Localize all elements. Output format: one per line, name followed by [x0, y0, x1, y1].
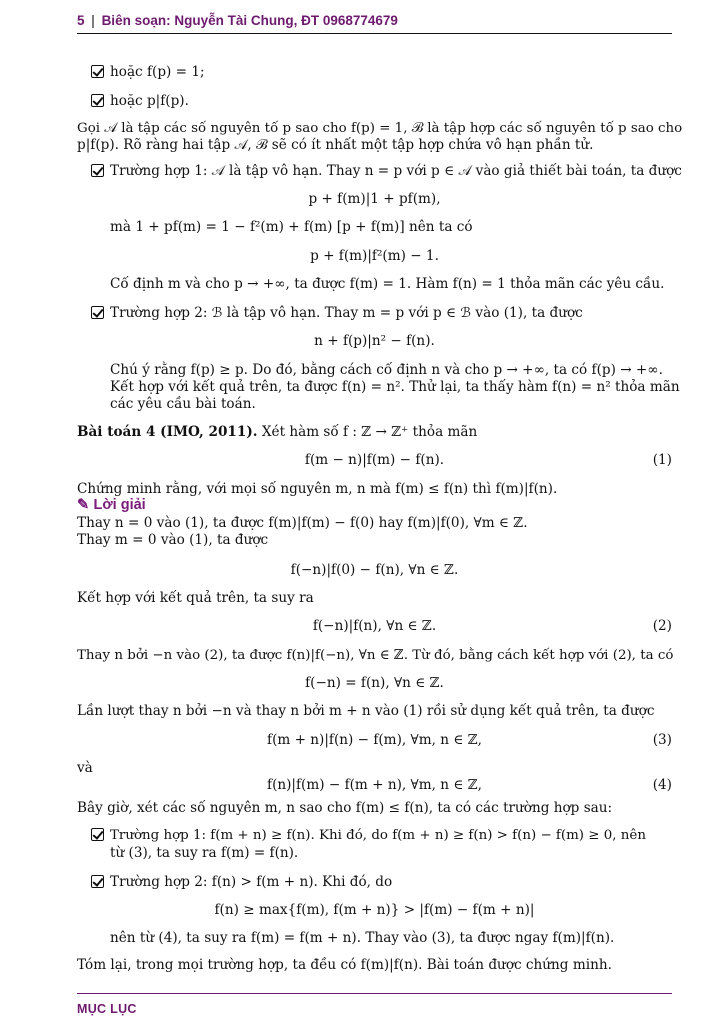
edit-icon: ✎	[77, 497, 90, 513]
problem-statement	[77, 424, 477, 441]
solution-label: Lời giải	[93, 497, 146, 513]
list-item	[91, 827, 646, 844]
list-item-text: Trường hợp 1: f(m + n) ≥ f(n). Khi đó, do f(m + n) ≥ f(n) > f(n) − f(m) ≥ 0, nên	[110, 828, 646, 843]
paragraph-line: Chú ý rằng f(p) ≥ p. Do đó, bằng cách cố định n và cho p → +∞, ta có f(p) → +∞.	[110, 362, 663, 378]
paragraph-line: Thay m = 0 vào (1), ta được	[77, 532, 269, 548]
equation: n + f(p)|n² − f(n).	[314, 333, 435, 349]
paragraph-line: Kết hợp với kết quả trên, ta được f(n) = n². Thử lại, ta thấy hàm f(n) = n² thỏa mãn	[110, 379, 680, 395]
equation-number: (4)	[652, 777, 672, 793]
paragraph-line: Kết hợp với kết quả trên, ta suy ra	[77, 590, 314, 606]
list-item	[91, 305, 583, 322]
paragraph-line: Tóm lại, trong mọi trường hợp, ta đều có f(m)|f(n). Bài toán được chứng minh.	[77, 957, 612, 973]
list-item	[91, 93, 189, 110]
checkbox-icon	[91, 164, 104, 177]
problem-title: Bài toán 4 (IMO, 2011).	[77, 424, 258, 440]
paragraph-line: từ (3), ta suy ra f(m) = f(n).	[110, 845, 299, 861]
footer-toc-link[interactable]: MỤC LỤC	[77, 1002, 137, 1016]
paragraph-line: Thay n bởi −n vào (2), ta được f(n)|f(−n), ∀n ∈ ℤ. Từ đó, bằng cách kết hợp với (2), ta có	[77, 648, 674, 663]
equation: f(n)|f(m) − f(m + n), ∀m, n ∈ ℤ,	[267, 777, 482, 793]
paragraph-line: Lần lượt thay n bởi −n và thay n bởi m + n vào (1) rồi sử dụng kết quả trên, ta được	[77, 703, 655, 719]
equation: f(−n) = f(n), ∀n ∈ ℤ.	[305, 675, 444, 691]
checkbox-icon	[91, 65, 104, 78]
header-author: Biên soạn: Nguyễn Tài Chung, ĐT 0968774679	[101, 13, 398, 28]
equation-number: (1)	[652, 452, 672, 468]
checkbox-icon	[91, 306, 104, 319]
checkbox-icon	[91, 828, 104, 841]
list-item-text: hoặc f(p) = 1;	[110, 64, 205, 80]
header-separator: |	[91, 13, 95, 28]
paragraph-line: Gọi 𝒜 là tập các số nguyên tố p sao cho f(p) = 1, ℬ là tập hợp các số nguyên tố p sao cho	[77, 121, 683, 136]
paragraph-line: p|f(p). Rõ ràng hai tập 𝒜, ℬ sẽ có ít nhất một tập hợp chứa vô hạn phần tử.	[77, 137, 594, 153]
checkbox-icon	[91, 94, 104, 107]
solution-heading	[77, 497, 146, 514]
equation: p + f(m)|1 + pf(m),	[308, 191, 441, 207]
equation: f(n) ≥ max{f(m), f(m + n)} > |f(m) − f(m + n)|	[214, 902, 535, 918]
page-number: 5	[77, 13, 85, 28]
equation-number: (3)	[652, 732, 672, 748]
paragraph-line: Bây giờ, xét các số nguyên m, n sao cho f(m) ≤ f(n), ta có các trường hợp sau:	[77, 800, 613, 816]
equation: f(−n)|f(0) − f(n), ∀n ∈ ℤ.	[290, 562, 459, 578]
paragraph-line: các yêu cầu bài toán.	[110, 396, 256, 412]
paragraph-line: và	[77, 760, 93, 776]
equation: f(−n)|f(n), ∀n ∈ ℤ.	[312, 618, 437, 634]
equation: f(m + n)|f(n) − f(m), ∀m, n ∈ ℤ,	[267, 732, 482, 748]
list-item-text: Trường hợp 2: f(n) > f(m + n). Khi đó, do	[110, 874, 393, 890]
paragraph-line: mà 1 + pf(m) = 1 − f²(m) + f(m) [p + f(m)] nên ta có	[110, 219, 473, 235]
page-header	[77, 11, 672, 34]
list-item	[91, 64, 205, 81]
paragraph-line: nên từ (4), ta suy ra f(m) = f(m + n). Thay vào (3), ta được ngay f(m)|f(n).	[110, 930, 615, 946]
equation: f(m − n)|f(m) − f(n).	[304, 452, 445, 468]
list-item-text: Trường hợp 1: 𝒜 là tập vô hạn. Thay n = p với p ∈ 𝒜 vào giả thiết bài toán, ta được	[110, 163, 682, 179]
equation-number: (2)	[652, 618, 672, 634]
checkbox-icon	[91, 875, 104, 888]
list-item	[91, 874, 392, 891]
paragraph-line: Cố định m và cho p → +∞, ta được f(m) = 1. Hàm f(n) = 1 thỏa mãn các yêu cầu.	[110, 276, 665, 292]
problem-text: Xét hàm số f : ℤ → ℤ⁺ thỏa mãn	[261, 424, 478, 440]
footer-divider	[77, 993, 672, 994]
list-item	[91, 163, 682, 180]
paragraph-line: Thay n = 0 vào (1), ta được f(m)|f(m) − f(0) hay f(m)|f(0), ∀m ∈ ℤ.	[77, 515, 528, 531]
list-item-text: Trường hợp 2: ℬ là tập vô hạn. Thay m = p với p ∈ ℬ vào (1), ta được	[110, 305, 583, 321]
paragraph-line: Chứng minh rằng, với mọi số nguyên m, n mà f(m) ≤ f(n) thì f(m)|f(n).	[77, 481, 558, 497]
equation: p + f(m)|f²(m) − 1.	[310, 248, 439, 264]
list-item-text: hoặc p|f(p).	[110, 93, 189, 109]
